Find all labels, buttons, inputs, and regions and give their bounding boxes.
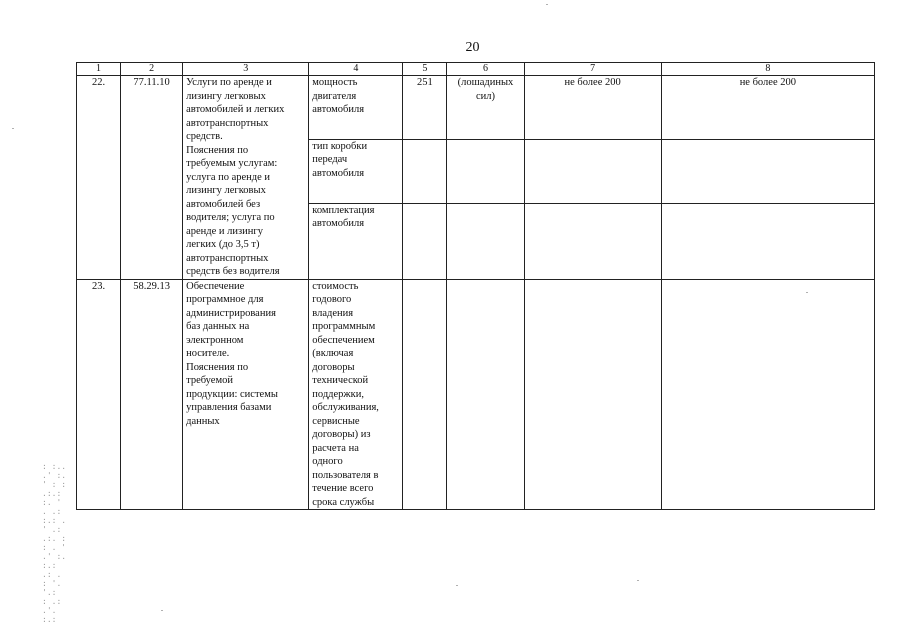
text-line: течение всего (312, 483, 374, 494)
col-header-3: 3 (183, 63, 309, 76)
requirements-table (76, 62, 875, 510)
text-line: сил) (475, 90, 495, 102)
header-row (77, 63, 875, 76)
text-line: мощность (312, 77, 358, 88)
page-number: 20 (465, 40, 480, 55)
text-line: требуемой (186, 375, 233, 386)
text-line: Пояснения по (186, 144, 249, 156)
text-line: автотранспортных (186, 117, 269, 129)
text-line: стоимость (312, 280, 359, 292)
text-line: требуемым услугам: (186, 158, 278, 169)
text-line: срока службы (312, 496, 375, 508)
text-line: программное для (186, 294, 264, 305)
text-line: данных (186, 415, 220, 427)
text-line: средств без водителя (186, 266, 280, 277)
text-line: легких (до 3,5 т) (186, 239, 260, 250)
scan-speck (637, 580, 639, 581)
text-line: одного (312, 456, 343, 467)
scan-speck (546, 4, 548, 5)
text-line: администрирования (186, 307, 276, 319)
col-header-7: 7 (524, 63, 661, 76)
row22-value-7: не более 200 (524, 76, 661, 140)
empty-cell (403, 203, 447, 279)
row23-code: 58.29.13 (121, 279, 183, 510)
col-header-4: 4 (309, 63, 403, 76)
text-line: расчета на (312, 442, 359, 454)
row22-number: 22. (77, 76, 121, 280)
row22-characteristic-power (309, 76, 403, 140)
text-line: передач (312, 154, 348, 166)
scan-speck (161, 610, 163, 611)
col-header-8: 8 (661, 63, 874, 76)
text-line: аренде и лизингу (186, 225, 263, 237)
empty-cell (447, 139, 524, 203)
col-header-2: 2 (121, 63, 183, 76)
row22-name (183, 76, 309, 280)
text-line: автомобиля (312, 167, 365, 179)
text-line: Пояснения по (186, 361, 249, 373)
text-line: автотранспортных (186, 252, 269, 264)
text-line: комплектация (312, 204, 375, 216)
text-line: обслуживания, (312, 402, 379, 413)
text-line: поддержки, (312, 388, 365, 400)
empty-cell (661, 203, 874, 279)
row22-unit-name-text (450, 76, 520, 103)
col-header-5: 5 (403, 63, 447, 76)
scan-speck (456, 585, 458, 586)
text-line: программным (312, 321, 376, 332)
row22-code: 77.11.10 (121, 76, 183, 280)
text-line: Обеспечение (186, 280, 245, 292)
empty-cell (524, 139, 661, 203)
empty-cell (403, 139, 447, 203)
row22-name-text (186, 76, 305, 279)
row23-char-text (312, 280, 399, 510)
text-line: автомобиля (312, 218, 365, 230)
empty-cell (524, 203, 661, 279)
row22-char2-text (312, 140, 399, 181)
text-line: (лошадиных (457, 77, 514, 88)
text-line: баз данных на (186, 321, 250, 332)
text-line: автомобиля (312, 104, 365, 115)
text-line: автомобилей без (186, 198, 261, 210)
scan-speck (12, 128, 14, 129)
table-row-23 (77, 279, 875, 510)
row22-value-8: не более 200 (661, 76, 874, 140)
text-line: средств. (186, 131, 223, 142)
text-line: технической (312, 375, 369, 386)
text-line: продукции: системы (186, 388, 278, 400)
row23-name-text (186, 280, 305, 429)
col-header-1: 1 (77, 63, 121, 76)
scan-speck (806, 292, 808, 293)
text-line: Услуги по аренде и (186, 77, 272, 88)
empty-cell (661, 139, 874, 203)
text-line: тип коробки (312, 140, 368, 152)
text-line: автомобилей и легких (186, 104, 285, 115)
empty-cell (403, 279, 447, 510)
text-line: двигателя (312, 90, 357, 102)
text-line: электронном (186, 334, 244, 346)
row23-number: 23. (77, 279, 121, 510)
text-line: управления базами (186, 402, 272, 413)
text-line: носителе. (186, 348, 230, 359)
text-line: договоры (312, 361, 355, 373)
text-line: сервисные (312, 415, 360, 427)
row22-characteristic-gearbox (309, 139, 403, 203)
row22-char1-text (312, 76, 399, 117)
text-line: договоры) из (312, 429, 371, 440)
text-line: лизингу легковых (186, 90, 266, 102)
text-line: лизингу легковых (186, 185, 266, 196)
row22-unit-name (447, 76, 524, 140)
text-line: (включая (312, 348, 354, 359)
empty-cell (447, 279, 524, 510)
empty-cell (447, 203, 524, 279)
text-line: пользователя в (312, 469, 379, 481)
row22-char3-text (312, 204, 399, 231)
row23-name (183, 279, 309, 510)
text-line: обеспечением (312, 334, 375, 346)
col-header-6: 6 (447, 63, 524, 76)
row22-unit-code: 251 (403, 76, 447, 140)
empty-cell (661, 279, 874, 510)
row23-characteristic (309, 279, 403, 510)
table-row-22 (77, 76, 875, 140)
text-line: водителя; услуга по (186, 212, 275, 223)
text-line: услуга по аренде и (186, 171, 271, 183)
row22-characteristic-equipment (309, 203, 403, 279)
empty-cell (524, 279, 661, 510)
text-line: годового (312, 294, 352, 305)
scan-artifact: : :.. .' :. ' : : .:.: :. ' . .: :.: . ' .: .:. : : . ' .' :. :.: .: . : '. '.: : .: .'. :.: (42, 462, 67, 624)
text-line: владения (312, 307, 354, 319)
